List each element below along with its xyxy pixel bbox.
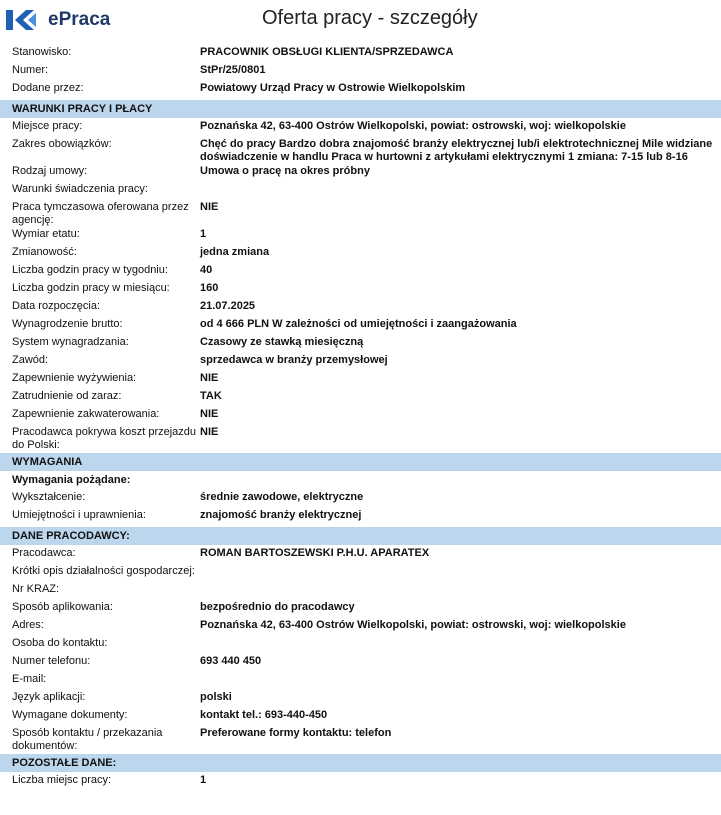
detail-row-wyksztalcenie [0, 489, 721, 507]
field-label: System wynagradzania: [12, 336, 129, 348]
field-value: polski [200, 691, 232, 703]
field-label: Umiejętności i uprawnienia: [12, 509, 146, 521]
detail-row-dodane-przez [0, 80, 721, 98]
epraca-logo [6, 8, 116, 34]
field-label: Pracodawca: [12, 547, 76, 559]
field-label: Zapewnienie wyżywienia: [12, 372, 137, 384]
field-label: Język aplikacji: [12, 691, 86, 703]
detail-row-umiejetnosci-i-uprawnienia [0, 507, 721, 525]
section-header-warunki-pracy-i-placy: WARUNKI PRACY I PŁACY [0, 100, 721, 118]
detail-row-wymiar-etatu [0, 226, 721, 244]
detail-row-numer [0, 62, 721, 80]
detail-row-liczba-godzin-pracy-w-miesiacu [0, 280, 721, 298]
field-value: Umowa o pracę na okres próbny [200, 165, 370, 177]
field-label: Adres: [12, 619, 44, 631]
section-header-wymagania: WYMAGANIA [0, 453, 721, 471]
field-label: Wynagrodzenie brutto: [12, 318, 123, 330]
field-label: Numer telefonu: [12, 655, 91, 667]
field-value: bezpośrednio do pracodawcy [200, 601, 355, 613]
field-label: Wymagane dokumenty: [12, 709, 128, 721]
detail-row-sposob-aplikowania [0, 599, 721, 617]
field-value: NIE [200, 372, 219, 384]
field-label: Stanowisko: [12, 46, 72, 58]
field-value: Poznańska 42, 63-400 Ostrów Wielkopolski, powiat: ostrowski, woj: wielkopolskie [200, 619, 626, 631]
field-value: sprzedawca w branży przemysłowej [200, 354, 388, 366]
field-label: Liczba godzin pracy w miesiącu: [12, 282, 170, 294]
field-label: E-mail: [12, 673, 47, 685]
detail-row-liczba-godzin-pracy-w-tygodniu [0, 262, 721, 280]
field-label: Zatrudnienie od zaraz: [12, 390, 122, 402]
detail-row-zapewnienie-zakwaterowania [0, 406, 721, 424]
offer-details [0, 44, 721, 790]
field-value: kontakt tel.: 693-440-450 [200, 709, 328, 721]
field-label: Rodzaj umowy: [12, 165, 88, 177]
section-header-pozostale-dane: POZOSTAŁE DANE: [0, 754, 721, 772]
detail-row-liczba-miejsc-pracy [0, 772, 721, 790]
field-label: Sposób aplikowania: [12, 601, 113, 613]
detail-row-sposob-kontaktu-przekazania-dokumentow [0, 725, 721, 752]
detail-row-wymagane-dokumenty [0, 707, 721, 725]
field-value: Chęć do pracy Bardzo dobra znajomość branży elektrycznej lub/i elektrotechnicznej Mile widziane doświadczenie w handlu Praca w hurtowni z artykułami elektrycznymi 1 zmiana: 7-15 lub 8-16 [200, 138, 713, 163]
detail-row-stanowisko [0, 44, 721, 62]
field-value: 1 [200, 774, 207, 786]
detail-row-pracodawca-pokrywa-koszt-przejazdu-do-polski [0, 424, 721, 451]
field-label: Praca tymczasowa oferowana przez agencję: [12, 201, 189, 226]
detail-row-miejsce-pracy [0, 118, 721, 136]
detail-row-zmianowosc [0, 244, 721, 262]
detail-row-osoba-do-kontaktu [0, 635, 721, 653]
field-label: Liczba miejsc pracy: [12, 774, 112, 786]
detail-row-zakres-obowiazkow [0, 136, 721, 163]
field-value: 1 [200, 228, 207, 240]
field-value: 21.07.2025 [200, 300, 256, 312]
field-label: Zapewnienie zakwaterowania: [12, 408, 160, 420]
detail-row-data-rozpoczecia [0, 298, 721, 316]
detail-row-e-mail [0, 671, 721, 689]
field-value: Poznańska 42, 63-400 Ostrów Wielkopolski, powiat: ostrowski, woj: wielkopolskie [200, 120, 626, 132]
field-label: Liczba godzin pracy w tygodniu: [12, 264, 168, 276]
detail-row-numer-telefonu [0, 653, 721, 671]
field-value: znajomość branży elektrycznej [200, 509, 362, 521]
field-label: Nr KRAZ: [12, 583, 60, 595]
field-value: jedna zmiana [200, 246, 270, 258]
field-label: Zmianowość: [12, 246, 77, 258]
field-value: NIE [200, 201, 219, 213]
detail-row-zatrudnienie-od-zaraz [0, 388, 721, 406]
field-label: Wymiar etatu: [12, 228, 80, 240]
field-value: StPr/25/0801 [200, 64, 266, 76]
field-label: Sposób kontaktu / przekazania dokumentów: [12, 727, 163, 752]
page-title: Oferta pracy - szczegóły [262, 7, 478, 29]
field-value: Czasowy ze stawką miesięczną [200, 336, 364, 348]
field-label: Zakres obowiązków: [12, 138, 112, 150]
field-label: Dodane przez: [12, 82, 84, 94]
field-label: Zawód: [12, 354, 49, 366]
detail-row-wynagrodzenie-brutto [0, 316, 721, 334]
field-label: Warunki świadczenia pracy: [12, 183, 148, 195]
detail-row-zawod [0, 352, 721, 370]
detail-row-pracodawca [0, 545, 721, 563]
field-value: TAK [200, 390, 222, 402]
header [0, 0, 721, 42]
section-header-dane-pracodawcy: DANE PRACODAWCY: [0, 527, 721, 545]
detail-row-warunki-swiadczenia-pracy [0, 181, 721, 199]
field-label: Wykształcenie: [12, 491, 86, 503]
field-value: NIE [200, 426, 219, 438]
field-label: Krótki opis działalności gospodarczej: [12, 565, 195, 577]
field-label: Osoba do kontaktu: [12, 637, 108, 649]
field-label: Pracodawca pokrywa koszt przejazdu do Polski: [12, 426, 197, 451]
epraca-logo-icon [6, 8, 44, 32]
field-value: PRACOWNIK OBSŁUGI KLIENTA/SPRZEDAWCA [200, 46, 454, 58]
field-value: 693 440 450 [200, 655, 262, 667]
detail-row-system-wynagradzania [0, 334, 721, 352]
logo-text: ePraca [48, 9, 111, 30]
field-label: Data rozpoczęcia: [12, 300, 101, 312]
field-value: 160 [200, 282, 219, 294]
detail-row-nr-kraz [0, 581, 721, 599]
section-subtitle: Wymagania pożądane: [12, 474, 131, 486]
field-value: od 4 666 PLN W zależności od umiejętności i zaangażowania [200, 318, 517, 330]
field-value: średnie zawodowe, elektryczne [200, 491, 364, 503]
detail-row-zapewnienie-wyzywienia [0, 370, 721, 388]
detail-row-praca-tymczasowa-oferowana-przez-agencje [0, 199, 721, 226]
field-label: Numer: [12, 64, 49, 76]
field-label: Miejsce pracy: [12, 120, 83, 132]
field-value: 40 [200, 264, 213, 276]
detail-row-krotki-opis-dzialalnosci-gospodarczej [0, 563, 721, 581]
field-value: Preferowane formy kontaktu: telefon [200, 727, 392, 739]
detail-row-jezyk-aplikacji [0, 689, 721, 707]
field-value: ROMAN BARTOSZEWSKI P.H.U. APARATEX [200, 547, 430, 559]
detail-row-adres [0, 617, 721, 635]
detail-row-rodzaj-umowy [0, 163, 721, 181]
field-value: Powiatowy Urząd Pracy w Ostrowie Wielkopolskim [200, 82, 466, 94]
field-value: NIE [200, 408, 219, 420]
